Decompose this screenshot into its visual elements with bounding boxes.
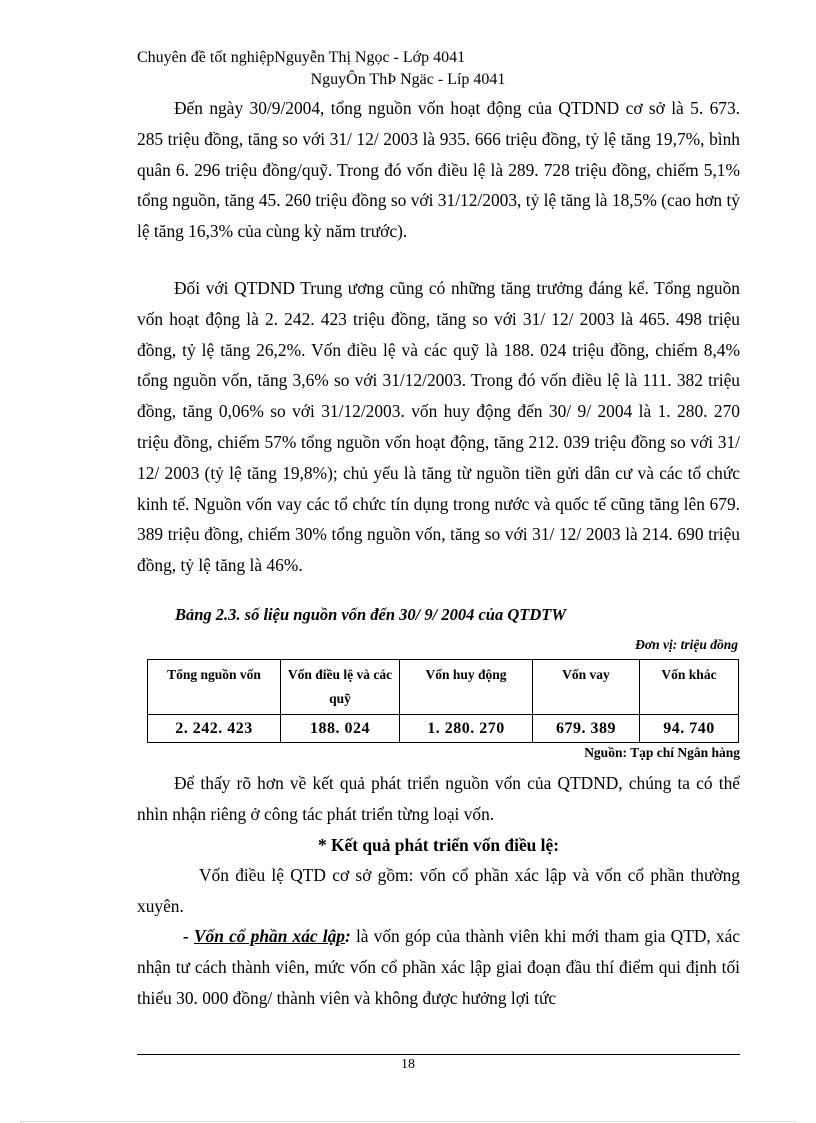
paragraph-1-text: Đến ngày 30/9/2004, tổng nguồn vốn hoạt động của QTDND cơ sở là 5. 673. 285 triệu đồng, tăng so với 31/ 12/ 2003 là 935. 666 triệu đồng, tỷ lệ tăng 19,7%, bình quân 6. 296 triệu đồng/quỹ. Trong đó vốn điều lệ là 289. 728 triệu đồng, chiếm 5,1% tổng nguồn, tăng 45. 260 triệu đồng so với 31/12/2003, tỷ lệ tăng là 18,5% (cao hơn tỷ lệ tăng 16,3% của cùng kỳ năm trước). (137, 98, 740, 242)
table-source: Nguồn: Tạp chí Ngân hàng (584, 745, 740, 760)
table-header-cell: Tổng nguồn vốn (148, 660, 281, 715)
table-cell: 1. 280. 270 (400, 715, 533, 743)
paragraph-5-rest: là vốn góp của thành viên khi mới tham gia QTD, xác nhận tư cách thành viên, mức vốn cổ phần xác lập giai đoạn đầu thí điểm qui định tối thiểu 30. 000 đồng/ thành viên và không được hưởng lợi tức (137, 926, 741, 1008)
paragraph-4 (137, 860, 740, 922)
term-label (194, 926, 351, 946)
paragraph-1 (137, 93, 740, 247)
term-label-text: Vốn cổ phần xác lập (193, 926, 345, 946)
paragraph-2 (137, 273, 740, 581)
paragraph-5 (137, 921, 740, 1013)
paragraph-4-text: Vốn điều lệ QTD cơ sở gồm: vốn cổ phần xác lập và vốn cổ phần thường xuyên. (137, 865, 740, 916)
paragraph-3 (137, 768, 740, 830)
running-header-garbled: NguyÔn ThÞ Ngäc - Líp 4041 (310, 71, 506, 88)
table-cell: 94. 740 (640, 715, 739, 743)
footer-divider (137, 1054, 740, 1055)
paragraph-5-text (137, 921, 740, 1013)
table-header-row (148, 660, 739, 715)
page-number: 18 (401, 1057, 415, 1072)
page-edge (20, 1121, 796, 1122)
running-header: Chuyên đề tốt nghiệpNguyễn Thị Ngọc - Lớp 4041 (137, 49, 466, 66)
section-subheading: * Kết quả phát triển vốn điều lệ: (317, 835, 560, 855)
term-dash: - (183, 926, 194, 946)
table-header-cell: Vốn huy động (400, 660, 533, 715)
table-unit: Đơn vị: triệu đồng (635, 637, 738, 652)
table-cell: 2. 242. 423 (148, 715, 281, 743)
table-cell: 188. 024 (281, 715, 400, 743)
table-cell: 679. 389 (533, 715, 640, 743)
table-header-cell: Vốn khác (640, 660, 739, 715)
table-header-cell: Vốn vay (533, 660, 640, 715)
paragraph-3-text: Để thấy rõ hơn về kết quả phát triển nguồn vốn của QTDND, chúng ta có thể nhìn nhận riêng ở công tác phát triển từng loại vốn. (137, 773, 740, 824)
paragraph-2-text: Đối với QTDND Trung ương cũng có những tăng trưởng đáng kể. Tổng nguồn vốn hoạt động là 2. 242. 423 triệu đồng, tăng so với 31/ 12/ 2003 là 465. 498 triệu đồng, tỷ lệ tăng 26,2%. Vốn điều lệ và các quỹ là 188. 024 triệu đồng, chiếm 8,4% tổng nguồn vốn, tăng 3,6% so với 31/12/2003. Trong đó vốn điều lệ là 111. 382 triệu đồng, tăng 0,06% so với 31/12/2003. vốn huy động đến 30/ 9/ 2004 là 1. 280. 270 triệu đồng, chiếm 57% tổng nguồn vốn hoạt động, tăng 212. 039 triệu đồng so với 31/ 12/ 2003 (tỷ lệ tăng 19,8%); chủ yếu là tăng từ nguồn tiền gửi dân cư và các tổ chức kinh tế. Nguồn vốn vay các tổ chức tín dụng trong nước và quốc tế cũng tăng lên 679. 389 triệu đồng, chiếm 30% tổng nguồn vốn, tăng so với 31/ 12/ 2003 là 214. 690 triệu đồng, tỷ lệ tăng là 46%. (137, 278, 740, 576)
table-row (148, 715, 739, 743)
table-header-cell: Vốn điều lệ và các quỹ (281, 660, 400, 715)
term-colon: : (345, 926, 351, 946)
table-caption: Bảng 2.3. số liệu nguồn vốn đến 30/ 9/ 2004 của QTDTW (175, 605, 567, 624)
capital-table (147, 659, 739, 743)
